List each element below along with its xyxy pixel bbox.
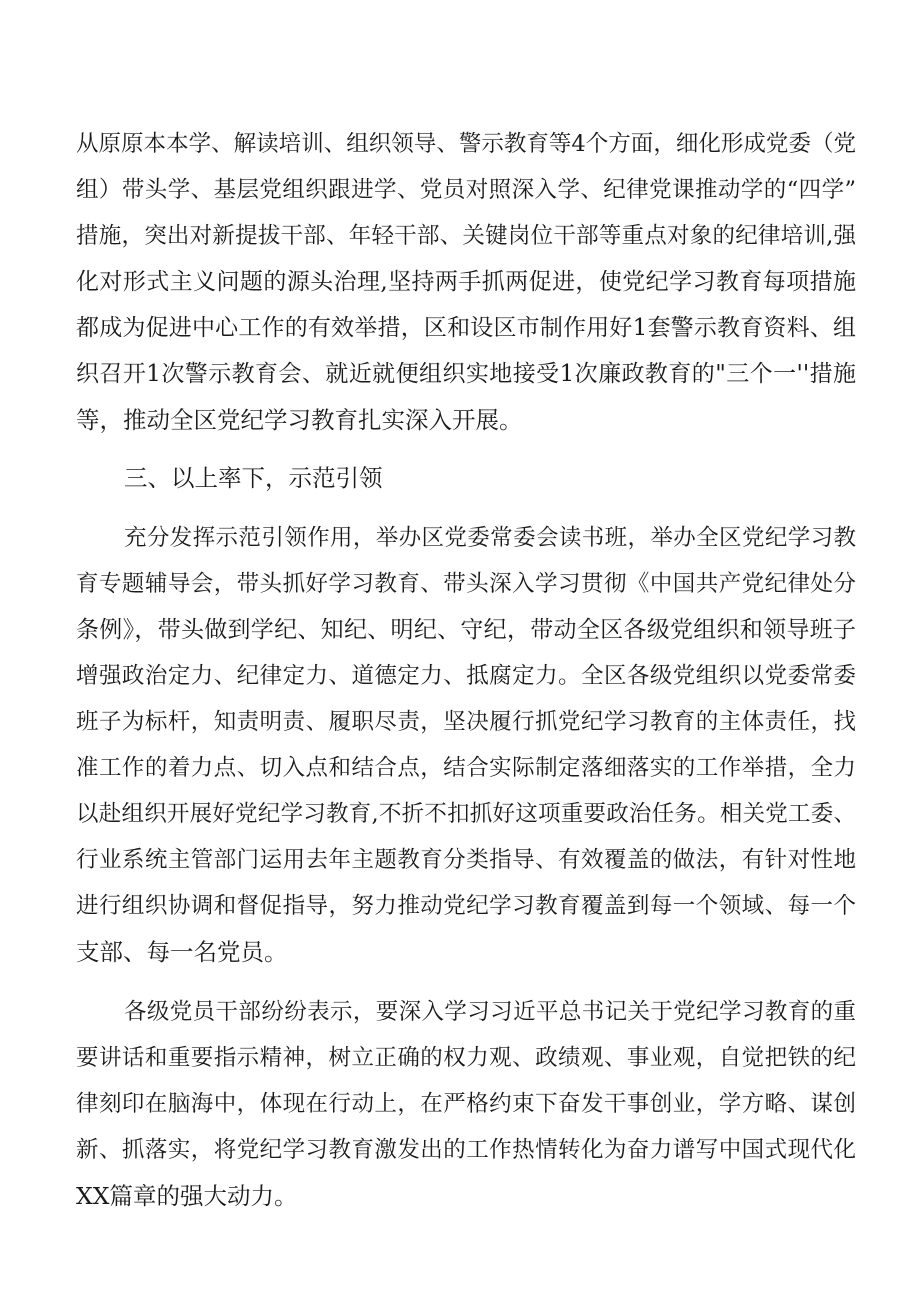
section-heading-3: 三、以上率下，示范引领 [124, 464, 383, 492]
paragraph-1-line-1: 从原原本本学、解读培训、组织领导、警示教育等4个方面，细化形成党委（党 [76, 131, 856, 157]
paragraph-2-line-10: 支部、每一名党员。 [76, 938, 288, 966]
paragraph-2-line-9: 进行组织协调和督促指导，努力推动党纪学习教育覆盖到每一个领域、每一个 [76, 893, 856, 919]
paragraph-1-line-5: 都成为促进中心工作的有效举措，区和设区市制作用好1套警示教育资料、组 [76, 315, 856, 341]
paragraph-1-line-7: 等，推动全区党纪学习教育扎实深入开展。 [76, 406, 523, 434]
paragraph-2-line-5: 班子为标杆，知责明责、履职尽责，坚决履行抓党纪学习教育的主体责任，找 [76, 709, 856, 735]
paragraph-2-line-4: 增强政治定力、纪律定力、道德定力、抵腐定力。全区各级党组织以党委常委 [76, 663, 856, 689]
paragraph-3-line-2: 要讲话和重要指示精神，树立正确的权力观、政绩观、事业观，自觉把铁的纪 [76, 1045, 856, 1071]
paragraph-2-line-6: 准工作的着力点、切入点和结合点，结合实际制定落细落实的工作举措，全力 [76, 755, 856, 781]
paragraph-1-line-2: 组）带头学、基层党组织跟进学、党员对照深入学、纪律党课推动学的“四学” [76, 177, 856, 203]
paragraph-1-line-3: 措施，突出对新提拔干部、年轻干部、关键岗位干部等重点对象的纪律培训,强 [76, 223, 856, 249]
paragraph-3-line-1: 各级党员干部纷纷表示，要深入学习习近平总书记关于党纪学习教育的重 [124, 999, 856, 1025]
paragraph-2-line-2: 育专题辅导会，带头抓好学习教育、带头深入学习贯彻《中国共产党纪律处分 [76, 571, 856, 597]
paragraph-3-line-5: XX篇章的强大动力。 [76, 1182, 298, 1210]
paragraph-2-line-3: 条例》，带头做到学纪、知纪、明纪、守纪，带动全区各级党组织和领导班子 [76, 617, 856, 643]
paragraph-3-line-3: 律刻印在脑海中，体现在行动上，在严格约束下奋发干事创业，学方略、谋创 [76, 1091, 856, 1117]
paragraph-3-line-4: 新、抓落实，将党纪学习教育激发出的工作热情转化为奋力谱写中国式现代化 [76, 1137, 856, 1163]
paragraph-2-line-1: 充分发挥示范引领作用，举办区党委常委会读书班，举办全区党纪学习教 [124, 525, 856, 551]
paragraph-2-line-7: 以赴组织开展好党纪学习教育,不折不扣抓好这项重要政治任务。相关党工委、 [76, 801, 856, 827]
paragraph-2-line-8: 行业系统主管部门运用去年主题教育分类指导、有效覆盖的做法，有针对性地 [76, 847, 856, 873]
paragraph-1-line-6: 织召开1次警示教育会、就近就便组织实地接受1次廉政教育的"三个一''措施 [76, 361, 856, 387]
paragraph-1-line-4: 化对形式主义问题的源头治理,坚持两手抓两促进，使党纪学习教育每项措施 [76, 269, 856, 295]
